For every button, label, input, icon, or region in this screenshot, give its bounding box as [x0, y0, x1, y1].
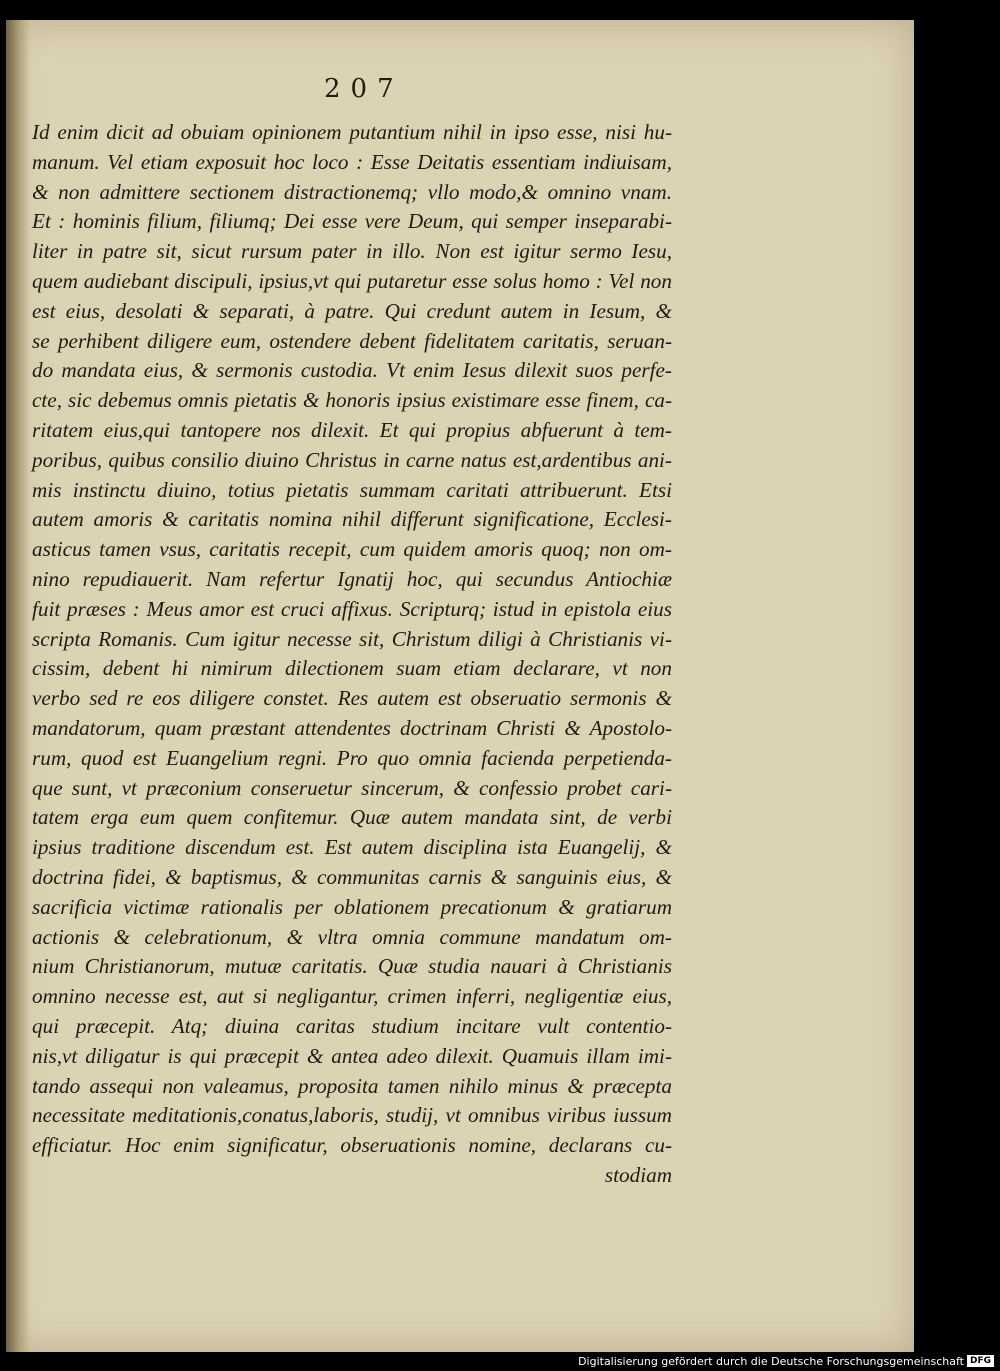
text-line: Et : hominis filium, filiumq; Dei esse vere Deum, qui semper inseparabi-: [32, 209, 672, 234]
text-line: sacrificia victimæ rationalis per oblationem precationum & gratiarum: [32, 894, 672, 919]
page-number: 207: [324, 74, 404, 104]
text-line: ipsius traditione discendum est. Est autem disciplina ista Euangelij, &: [32, 835, 672, 860]
dfg-logo: DFG: [967, 1355, 994, 1367]
text-line: asticus tamen vsus, caritatis recepit, cum quidem amoris quoq; non om-: [32, 537, 672, 562]
text-line: qui præcepit. Atq; diuina caritas studium incitare vult contentio-: [32, 1013, 672, 1038]
text-line: ritatem eius,qui tantopere nos dilexit. Et qui propius abfuerunt à tem-: [32, 417, 672, 442]
text-line: quem audiebant discipuli, ipsius,vt qui putaretur esse solus homo : Vel non: [32, 268, 672, 293]
text-line: nino repudiauerit. Nam refertur Ignatij hoc, qui secundus Antiochiæ: [32, 566, 672, 591]
text-line: necessitate meditationis,conatus,laboris, studij, vt omnibus viribus iussum: [32, 1103, 672, 1128]
text-line: verbo sed re eos diligere constet. Res autem est obseruatio sermonis &: [32, 686, 672, 711]
text-line: cte, sic debemus omnis pietatis & honoris ipsius existimare esse finem, ca-: [32, 388, 672, 413]
text-line: mandatorum, quam præstant attendentes doctrinam Christi & Apostolo-: [32, 715, 672, 740]
text-line: & non admittere sectionem distractionemq; vllo modo,& omnino vnam.: [32, 179, 672, 204]
text-line: rum, quod est Euangelium regni. Pro quo omnia facienda perpetienda-: [32, 745, 672, 770]
text-line: actionis & celebrationum, & vltra omnia commune mandatum om-: [32, 924, 672, 949]
text-line: nium Christianorum, mutuæ caritatis. Quæ studia nauari à Christianis: [32, 954, 672, 979]
text-line: poribus, quibus consilio diuino Christus in carne natus est,ardentibus ani-: [32, 447, 672, 472]
funding-credit: Digitalisierung gefördert durch die Deutsche Forschungsgemeinschaft: [578, 1355, 964, 1368]
text-line: nis,vt diligatur is qui præcepit & antea adeo dilexit. Quamuis illam imi-: [32, 1043, 672, 1068]
text-line: tando assequi non valeamus, proposita tamen nihilo minus & præcepta: [32, 1073, 672, 1098]
text-line: manum. Vel etiam exposuit hoc loco : Esse Deitatis essentiam indiuisam,: [32, 149, 672, 174]
catchword: stodiam: [604, 1162, 672, 1187]
text-line: doctrina fidei, & baptismus, & communitas carnis & sanguinis eius, &: [32, 864, 672, 889]
text-line: do mandata eius, & sermonis custodia. Vt enim Iesus dilexit suos perfe-: [32, 358, 672, 383]
book-page: [6, 20, 914, 1352]
body-text: [32, 118, 672, 1191]
text-line: omnino necesse est, aut si negligantur, crimen inferri, negligentiæ eius,: [32, 984, 672, 1009]
text-line: Id enim dicit ad obuiam opinionem putantium nihil in ipso esse, nisi hu-: [32, 120, 672, 144]
text-line: que sunt, vt præconium conseruetur sincerum, & confessio probet cari-: [32, 775, 672, 800]
text-line: liter in patre sit, sicut rursum pater in illo. Non est igitur sermo Iesu,: [32, 239, 672, 264]
text-line: fuit præses : Meus amor est cruci affixus. Scripturq; istud in epistola eius: [32, 596, 672, 621]
text-line: tatem erga eum quem confitemur. Quæ autem mandata sint, de verbi: [32, 805, 672, 830]
text-line: efficiatur. Hoc enim significatur, obseruationis nomine, declarans cu-: [32, 1133, 672, 1158]
text-line: est eius, desolati & separati, à patre. Qui credunt autem in Iesum, &: [32, 298, 672, 323]
text-line: scripta Romanis. Cum igitur necesse sit, Christum diligi à Christianis vi-: [32, 626, 672, 651]
page-spine: [6, 20, 30, 1352]
text-line: mis instinctu diuino, totius pietatis summam caritati attribuerunt. Etsi: [32, 477, 672, 502]
text-line: cissim, debent hi nimirum dilectionem suam etiam declarare, vt non: [32, 656, 672, 681]
text-line: autem amoris & caritatis nomina nihil differunt significatione, Ecclesi-: [32, 507, 672, 532]
text-line: se perhibent diligere eum, ostendere debent fidelitatem caritatis, seruan-: [32, 328, 672, 353]
